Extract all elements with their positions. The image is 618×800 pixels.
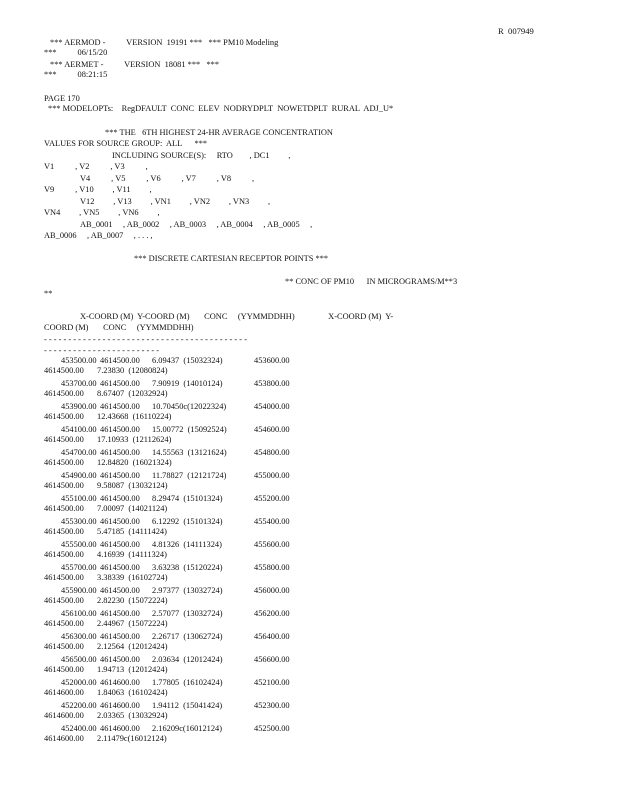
- conc-units-end: **: [44, 289, 53, 298]
- receptor-x-coord: 455700.00: [61, 563, 97, 572]
- receptor-x-coord: 455500.00: [61, 540, 97, 549]
- receptor-y-coord: 4614500.00: [44, 481, 84, 490]
- source-line-2: V4 , V5 , V6 , V7 , V8 ,: [80, 174, 255, 183]
- receptor-concentration: 17.10933 (12112624): [97, 435, 172, 444]
- header-line-2: *** 06/15/20: [44, 48, 108, 57]
- receptor-x-coord: 454900.00: [61, 471, 97, 480]
- receptor-concentration: 3.38339 (16102724): [97, 573, 168, 582]
- receptor-x-coord: 456100.00: [61, 609, 97, 618]
- receptor-x-coord: 453600.00: [254, 356, 290, 365]
- receptor-x-coord: 455800.00: [254, 563, 290, 572]
- receptor-x-coord: 456200.00: [254, 609, 290, 618]
- receptor-concentration: 11.78827 (12121724): [152, 471, 227, 480]
- receptor-concentration: 2.03634 (12012424): [152, 655, 223, 664]
- receptor-x-coord: 452200.00: [61, 701, 97, 710]
- receptor-concentration: 7.23830 (12080824): [97, 366, 168, 375]
- receptor-x-coord: 454000.00: [254, 402, 290, 411]
- column-header-1: X-COORD (M) Y-COORD (M) CONC (YYMMDDHH) X-COORD (M) Y-: [80, 312, 394, 321]
- receptor-concentration: 3.63238 (15120224): [152, 563, 223, 572]
- receptor-y-coord: 4614500.00: [44, 642, 84, 651]
- column-header-2: COORD (M) CONC (YYMMDDHH): [44, 323, 194, 332]
- receptor-y-coord: 4614500.00: [100, 586, 140, 595]
- receptor-y-coord: 4614500.00: [44, 596, 84, 605]
- source-line-1: V1 , V2 , V3 ,: [44, 162, 148, 171]
- receptor-concentration: 8.67407 (12032924): [97, 389, 168, 398]
- receptor-concentration: 5.47185 (14111424): [97, 527, 167, 536]
- receptor-x-coord: 455300.00: [61, 517, 97, 526]
- receptor-concentration: 2.82230 (15072224): [97, 596, 168, 605]
- model-options: *** MODELOPTs: RegDFAULT CONC ELEV NODRYDPLT NOWETDPLT RURAL ADJ_U*: [48, 104, 394, 113]
- receptor-concentration: 6.12292 (15101324): [152, 517, 223, 526]
- receptor-concentration: 9.58087 (13032124): [97, 481, 168, 490]
- receptor-concentration: 7.00097 (14021124): [97, 504, 168, 513]
- receptor-concentration: 12.84820 (16021324): [97, 458, 172, 467]
- receptor-x-coord: 455400.00: [254, 517, 290, 526]
- receptor-concentration: 2.57077 (13032724): [152, 609, 223, 618]
- receptor-y-coord: 4614500.00: [44, 389, 84, 398]
- receptor-concentration: 1.77805 (16102424): [152, 678, 223, 687]
- receptor-x-coord: 455000.00: [254, 471, 290, 480]
- receptor-y-coord: 4614500.00: [100, 540, 140, 549]
- receptor-concentration: 10.70450c(12022324): [152, 402, 227, 411]
- source-line-7: AB_0006 , AB_0007 , . . . ,: [44, 231, 153, 240]
- receptor-concentration: 14.55563 (13121624): [152, 448, 227, 457]
- title-line-3: INCLUDING SOURCE(S): RTO , DC1 ,: [112, 151, 291, 160]
- receptor-y-coord: 4614500.00: [100, 425, 140, 434]
- receptor-y-coord: 4614500.00: [44, 665, 84, 674]
- receptor-x-coord: 456300.00: [61, 632, 97, 641]
- receptor-x-coord: 455100.00: [61, 494, 97, 503]
- receptor-y-coord: 4614600.00: [44, 688, 84, 697]
- receptor-y-coord: 4614600.00: [100, 724, 140, 733]
- receptor-concentration: 12.43668 (16110224): [97, 412, 172, 421]
- receptor-x-coord: 456000.00: [254, 586, 290, 595]
- receptor-concentration: 2.44967 (15072224): [97, 619, 168, 628]
- receptor-concentration: 2.26717 (13062724): [152, 632, 223, 641]
- title-line-1: *** THE 6TH HIGHEST 24-HR AVERAGE CONCENTRATION: [105, 128, 333, 137]
- receptor-x-coord: 454100.00: [61, 425, 97, 434]
- receptor-y-coord: 4614500.00: [100, 517, 140, 526]
- receptor-y-coord: 4614600.00: [44, 711, 84, 720]
- receptor-concentration: 6.09437 (15032324): [152, 356, 223, 365]
- receptor-concentration: 4.16939 (14111324): [97, 550, 167, 559]
- receptor-x-coord: 453800.00: [254, 379, 290, 388]
- divider-rule-2: - - - - - - - - - - - - - - - - - - - - - - - -: [44, 346, 160, 355]
- receptor-heading: *** DISCRETE CARTESIAN RECEPTOR POINTS ***: [134, 254, 329, 263]
- page-number: PAGE 170: [44, 94, 80, 103]
- header-line-1: *** AERMOD - VERSION 19191 *** *** PM10 Modeling: [50, 38, 279, 47]
- receptor-x-coord: 456500.00: [61, 655, 97, 664]
- header-line-4: *** 08:21:15: [44, 70, 108, 79]
- receptor-y-coord: 4614600.00: [100, 701, 140, 710]
- receptor-y-coord: 4614500.00: [100, 655, 140, 664]
- receptor-x-coord: 453500.00: [61, 356, 97, 365]
- receptor-y-coord: 4614500.00: [44, 435, 84, 444]
- receptor-x-coord: 455200.00: [254, 494, 290, 503]
- divider-rule-1: - - - - - - - - - - - - - - - - - - - - - - - - - - - - - - - - - - - - - - - - - -: [44, 335, 247, 344]
- receptor-y-coord: 4614500.00: [44, 550, 84, 559]
- receptor-concentration: 4.81326 (14111324): [152, 540, 222, 549]
- receptor-concentration: 8.29474 (15101324): [152, 494, 223, 503]
- title-line-2: VALUES FOR SOURCE GROUP: ALL ***: [44, 139, 208, 148]
- page-id: R 007949: [498, 26, 534, 36]
- source-line-4: V12 , V13 , VN1 , VN2 , VN3 ,: [80, 197, 271, 206]
- receptor-x-coord: 452300.00: [254, 701, 290, 710]
- receptor-x-coord: 452100.00: [254, 678, 290, 687]
- receptor-y-coord: 4614500.00: [100, 356, 140, 365]
- receptor-y-coord: 4614500.00: [44, 619, 84, 628]
- receptor-concentration: 1.84063 (16102424): [97, 688, 168, 697]
- receptor-y-coord: 4614500.00: [44, 504, 84, 513]
- receptor-x-coord: 453700.00: [61, 379, 97, 388]
- receptor-y-coord: 4614500.00: [44, 573, 84, 582]
- conc-units: ** CONC OF PM10 IN MICROGRAMS/M**3: [285, 277, 458, 286]
- receptor-y-coord: 4614500.00: [100, 632, 140, 641]
- receptor-y-coord: 4614500.00: [100, 471, 140, 480]
- receptor-x-coord: 454800.00: [254, 448, 290, 457]
- receptor-y-coord: 4614500.00: [100, 609, 140, 618]
- receptor-x-coord: 455600.00: [254, 540, 290, 549]
- receptor-y-coord: 4614500.00: [100, 379, 140, 388]
- receptor-concentration: 1.94112 (15041424): [152, 701, 223, 710]
- receptor-x-coord: 453900.00: [61, 402, 97, 411]
- receptor-concentration: 2.11479c(16012124): [97, 734, 167, 743]
- receptor-x-coord: 456400.00: [254, 632, 290, 641]
- receptor-concentration: 7.90919 (14010124): [152, 379, 223, 388]
- receptor-concentration: 2.16209c(16012124): [152, 724, 223, 733]
- receptor-concentration: 1.94713 (12012424): [97, 665, 168, 674]
- receptor-concentration: 2.97377 (13032724): [152, 586, 223, 595]
- receptor-y-coord: 4614500.00: [44, 412, 84, 421]
- source-line-6: AB_0001 , AB_0002 , AB_0003 , AB_0004 , AB_0005 ,: [80, 220, 313, 229]
- source-line-5: VN4 , VN5 , VN6 ,: [44, 208, 160, 217]
- source-line-3: V9 , V10 , V11 ,: [44, 185, 152, 194]
- receptor-y-coord: 4614500.00: [44, 527, 84, 536]
- receptor-x-coord: 452500.00: [254, 724, 290, 733]
- receptor-y-coord: 4614500.00: [100, 448, 140, 457]
- receptor-y-coord: 4614500.00: [44, 366, 84, 375]
- header-line-3: *** AERMET - VERSION 18081 *** ***: [50, 60, 220, 69]
- receptor-y-coord: 4614600.00: [100, 678, 140, 687]
- receptor-x-coord: 454700.00: [61, 448, 97, 457]
- receptor-y-coord: 4614600.00: [44, 734, 84, 743]
- receptor-x-coord: 456600.00: [254, 655, 290, 664]
- receptor-concentration: 15.00772 (15092524): [152, 425, 227, 434]
- receptor-x-coord: 454600.00: [254, 425, 290, 434]
- receptor-x-coord: 452400.00: [61, 724, 97, 733]
- receptor-y-coord: 4614500.00: [100, 563, 140, 572]
- receptor-x-coord: 452000.00: [61, 678, 97, 687]
- receptor-y-coord: 4614500.00: [44, 458, 84, 467]
- receptor-x-coord: 455900.00: [61, 586, 97, 595]
- receptor-concentration: 2.12564 (12012424): [97, 642, 168, 651]
- receptor-concentration: 2.03365 (13032924): [97, 711, 168, 720]
- receptor-y-coord: 4614500.00: [100, 494, 140, 503]
- receptor-y-coord: 4614500.00: [100, 402, 140, 411]
